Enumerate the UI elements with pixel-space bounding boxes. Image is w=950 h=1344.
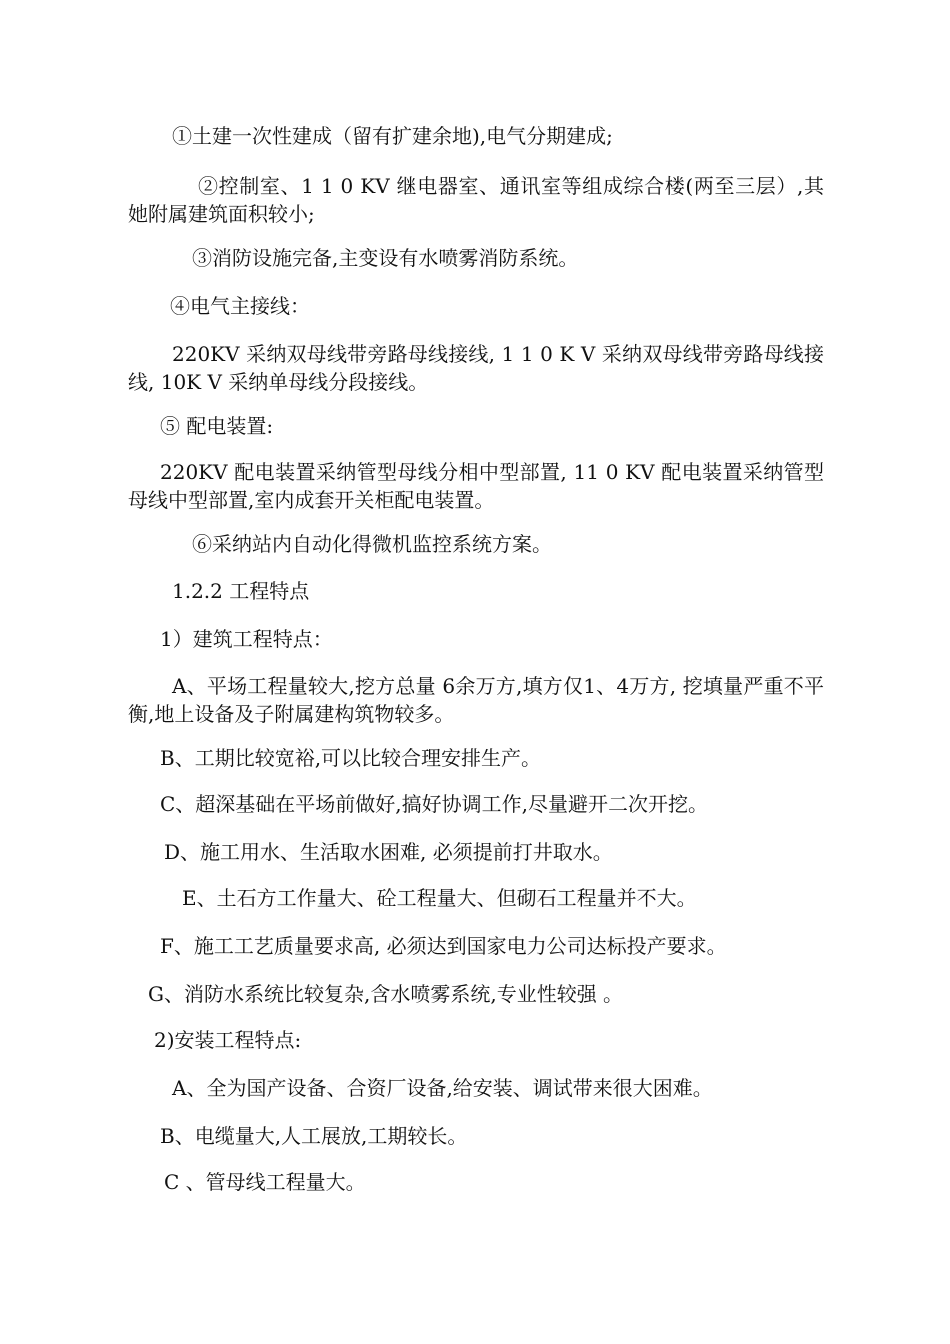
subsection-heading-1: 1）建筑工程特点： (160, 627, 333, 651)
paragraph-d-1: D、施工用水、生活取水困难, 必须提前打井取水。 (164, 840, 613, 864)
paragraph-g-1: G、消防水系统比较复杂,含水喷雾系统,专业性较强 。 (148, 982, 624, 1006)
paragraph-b-1: B、工期比较宽裕,可以比较合理安排生产。 (160, 746, 542, 770)
paragraph-2: ②控制室、1 1 0 KV 继电器室、通讯室等组成综合楼(两至三层）,其她附属建筑面积较小; (128, 174, 824, 226)
paragraph-f-1: F、施工工艺质量要求高, 必须达到国家电力公司达标投产要求。 (160, 934, 727, 958)
paragraph-b-2: B、电缆量大,人工展放,工期较长。 (160, 1124, 468, 1148)
paragraph-5: 220KV 采纳双母线带旁路母线接线, 1 1 0 K V 采纳双母线带旁路母线接线, 10K V 采纳单母线分段接线。 (128, 342, 824, 394)
paragraph-7: 220KV 配电装置采纳管型母线分相中型部置, 11 0 KV 配电装置采纳管型母线中型部置,室内成套开关柜配电装置。 (128, 460, 824, 512)
paragraph-c-2: C 、管母线工程量大。 (164, 1170, 366, 1194)
paragraph-8: ⑥采纳站内自动化得微机监控系统方案。 (192, 532, 552, 556)
paragraph-4: ④电气主接线： (170, 294, 310, 318)
paragraph-c-1: C、超深基础在平场前做好,搞好协调工作,尽量避开二次开挖。 (160, 792, 709, 816)
paragraph-e-1: E、土石方工作量大、砼工程量大、但砌石工程量并不大。 (182, 886, 697, 910)
paragraph-3: ③消防设施完备,主变设有水喷雾消防系统。 (192, 246, 579, 270)
paragraph-a-2: A、全为国产设备、合资厂设备,给安装、调试带来很大困难。 (172, 1076, 713, 1100)
paragraph-6: ⑤ 配电装置: (160, 414, 274, 438)
paragraph-a-1: A、平场工程量较大,挖方总量 6余万方,填方仅1、4万方, 挖填量严重不平衡,地上设备及子附属建构筑物较多。 (128, 674, 824, 726)
section-heading: 1.2.2 工程特点 (172, 579, 310, 603)
paragraph-1: ①土建一次性建成（留有扩建余地),电气分期建成; (172, 124, 613, 148)
subsection-heading-2: 2)安装工程特点: (154, 1028, 302, 1052)
